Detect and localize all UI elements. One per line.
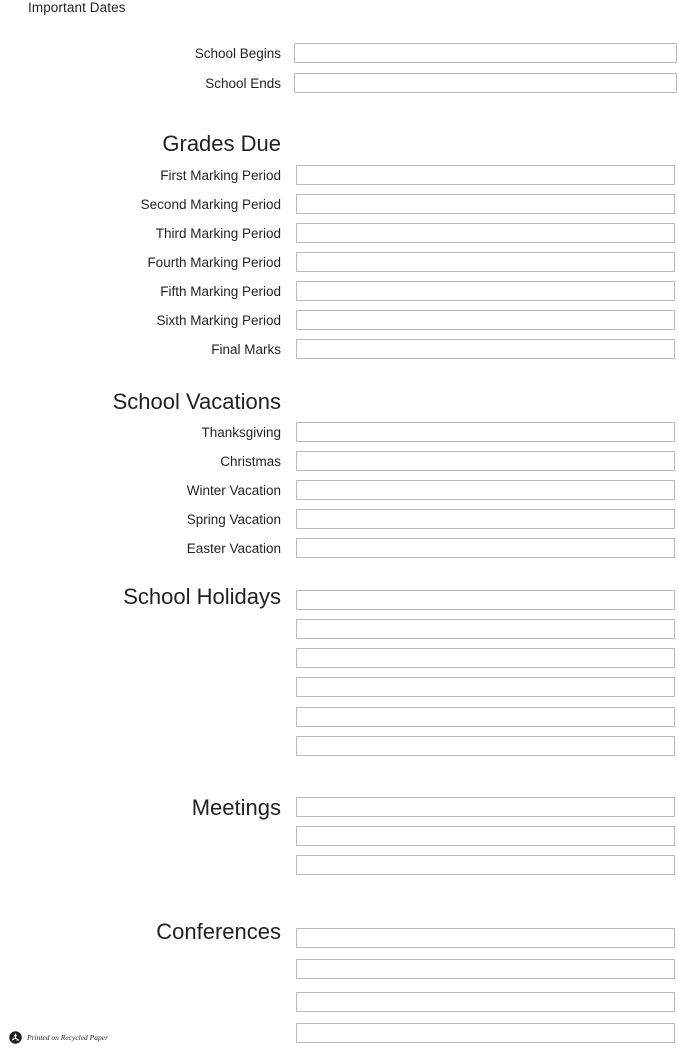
field-row-thanksgiving (0, 422, 679, 444)
field-input-meeting-1[interactable] (296, 797, 675, 817)
field-row-sixth-marking-period (0, 310, 679, 332)
field-row-winter-vacation (0, 480, 679, 502)
field-label-spring-vacation: Spring Vacation (186, 512, 281, 527)
field-input-conference-4[interactable] (296, 1023, 675, 1043)
footer-text: Printed on Recycled Paper (27, 1033, 109, 1042)
field-label-school-begins: School Begins (194, 46, 281, 61)
footer (9, 1031, 108, 1044)
field-label-easter-vacation: Easter Vacation (186, 541, 281, 556)
field-input-conference-3[interactable] (296, 992, 675, 1012)
field-label-school-ends: School Ends (205, 76, 281, 91)
field-input-easter-vacation[interactable] (296, 538, 675, 558)
field-label-second-marking-period: Second Marking Period (140, 197, 281, 212)
field-label-fourth-marking-period: Fourth Marking Period (147, 255, 281, 270)
section-heading-meetings: Meetings (191, 795, 281, 820)
field-input-sixth-marking-period[interactable] (296, 310, 675, 330)
field-label-third-marking-period: Third Marking Period (155, 226, 281, 241)
field-input-conference-2[interactable] (296, 959, 675, 979)
field-label-final-marks: Final Marks (211, 342, 281, 357)
field-input-third-marking-period[interactable] (296, 223, 675, 243)
field-row-first-marking-period (0, 165, 679, 187)
page-title: Important Dates (28, 0, 126, 15)
field-input-school-begins[interactable] (294, 43, 677, 63)
field-input-school-holiday-6[interactable] (296, 736, 675, 756)
section-heading-grades-due: Grades Due (162, 131, 281, 156)
field-input-school-holiday-4[interactable] (296, 677, 675, 697)
section-heading-school-vacations: School Vacations (112, 389, 281, 414)
field-label-fifth-marking-period: Fifth Marking Period (160, 284, 281, 299)
field-row-fifth-marking-period (0, 281, 679, 303)
field-row-final-marks (0, 339, 679, 361)
field-input-fifth-marking-period[interactable] (296, 281, 675, 301)
field-input-meeting-3[interactable] (296, 855, 675, 875)
field-input-winter-vacation[interactable] (296, 480, 675, 500)
field-input-school-holiday-1[interactable] (296, 590, 675, 610)
field-row-third-marking-period (0, 223, 679, 245)
field-row-spring-vacation (0, 509, 679, 531)
section-heading-conferences: Conferences (156, 919, 281, 944)
field-input-meeting-2[interactable] (296, 826, 675, 846)
field-input-fourth-marking-period[interactable] (296, 252, 675, 272)
field-label-winter-vacation: Winter Vacation (186, 483, 281, 498)
field-input-school-holiday-3[interactable] (296, 648, 675, 668)
field-row-school-ends (0, 73, 679, 95)
field-row-school-begins (0, 43, 679, 65)
field-input-christmas[interactable] (296, 451, 675, 471)
field-input-spring-vacation[interactable] (296, 509, 675, 529)
field-input-school-ends[interactable] (294, 73, 677, 93)
field-row-fourth-marking-period (0, 252, 679, 274)
field-label-christmas: Christmas (220, 454, 281, 469)
section-heading-school-holidays: School Holidays (123, 584, 281, 609)
field-label-thanksgiving: Thanksgiving (201, 425, 281, 440)
field-row-christmas (0, 451, 679, 473)
field-input-thanksgiving[interactable] (296, 422, 675, 442)
field-input-final-marks[interactable] (296, 339, 675, 359)
recycle-icon (9, 1031, 22, 1044)
field-row-second-marking-period (0, 194, 679, 216)
field-input-first-marking-period[interactable] (296, 165, 675, 185)
field-row-easter-vacation (0, 538, 679, 560)
field-input-second-marking-period[interactable] (296, 194, 675, 214)
field-label-first-marking-period: First Marking Period (160, 168, 281, 183)
field-input-conference-1[interactable] (296, 928, 675, 948)
field-input-school-holiday-5[interactable] (296, 707, 675, 727)
field-label-sixth-marking-period: Sixth Marking Period (156, 313, 281, 328)
field-input-school-holiday-2[interactable] (296, 619, 675, 639)
